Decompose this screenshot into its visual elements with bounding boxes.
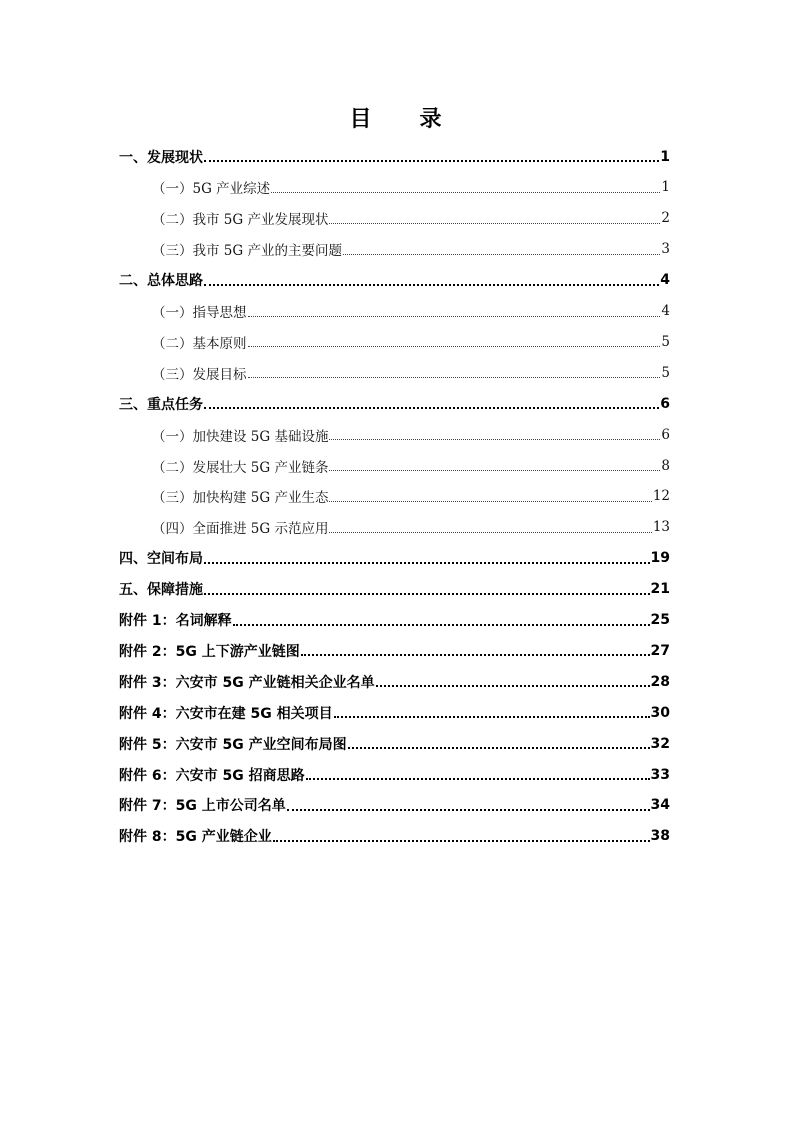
toc-entry-label: 四、空间布局 <box>119 551 203 568</box>
toc-section-entry[interactable] <box>119 388 670 419</box>
toc-section-entry[interactable] <box>119 543 670 574</box>
toc-entry-page-number: 30 <box>650 704 670 721</box>
toc-entry-page-number: 27 <box>650 642 670 659</box>
toc-entry-label: 附件 5：六安市 5G 产业空间布局图 <box>119 736 347 753</box>
toc-subsection-entry[interactable] <box>152 203 670 234</box>
toc-subsection-entry[interactable] <box>152 357 670 388</box>
toc-section-entry[interactable] <box>119 697 670 728</box>
toc-dot-leader <box>329 500 651 502</box>
toc-section-entry[interactable] <box>119 265 670 296</box>
toc-dot-leader <box>301 653 650 656</box>
toc-section-entry[interactable] <box>119 666 670 697</box>
toc-dot-leader <box>376 684 650 687</box>
toc-entry-page-number: 12 <box>652 488 670 505</box>
toc-entry-page-number: 6 <box>660 395 670 412</box>
toc-section-entry[interactable] <box>119 574 670 605</box>
toc-entry-page-number: 32 <box>650 735 670 752</box>
toc-dot-leader <box>248 315 661 317</box>
toc-entry-label: （三）加快构建 5G 产业生态 <box>152 490 329 507</box>
toc-entry-page-number: 13 <box>652 519 670 536</box>
toc-subsection-entry[interactable] <box>152 419 670 450</box>
toc-entry-label: 附件 1：名词解释 <box>119 613 232 629</box>
toc-subsection-entry[interactable] <box>152 450 670 481</box>
toc-entry-label: （二）基本原则 <box>152 335 247 352</box>
toc-dot-leader <box>329 438 660 440</box>
toc-dot-leader <box>248 345 661 347</box>
toc-entry-page-number: 6 <box>661 426 670 443</box>
toc-subsection-entry[interactable] <box>152 512 670 543</box>
toc-dot-leader <box>329 469 660 471</box>
toc-dot-leader <box>248 376 661 378</box>
toc-entry-label: （四）全面推进 5G 示范应用 <box>152 521 329 538</box>
toc-entry-label: 五、保障措施 <box>119 582 203 599</box>
toc-entry-label: 附件 2：5G 上下游产业链图 <box>119 643 300 660</box>
toc-entry-page-number: 19 <box>650 550 670 567</box>
toc-entry-label: （一）加快建设 5G 基础设施 <box>152 428 329 445</box>
toc-section-entry[interactable] <box>119 790 670 821</box>
toc-entry-page-number: 1 <box>661 179 670 196</box>
toc-entry-page-number: 38 <box>650 828 670 845</box>
toc-entry-label: （二）我市 5G 产业发展现状 <box>152 212 329 229</box>
toc-heading <box>0 102 793 133</box>
toc-entry-page-number: 5 <box>661 333 670 350</box>
toc-entry-page-number: 4 <box>660 272 670 289</box>
toc-entry-label: 附件 3：六安市 5G 产业链相关企业名单 <box>119 674 375 691</box>
toc-entry-label: 附件 8：5G 产业链企业 <box>119 829 272 846</box>
toc-entry-page-number: 1 <box>660 148 670 165</box>
toc-dot-leader <box>204 406 659 409</box>
toc-heading-char-1: 目 <box>349 107 374 132</box>
toc-entry-page-number: 33 <box>650 766 670 783</box>
toc-section-entry[interactable] <box>119 635 670 666</box>
toc-subsection-entry[interactable] <box>152 172 670 203</box>
toc-entry-page-number: 2 <box>661 210 670 227</box>
toc-dot-leader <box>204 561 650 564</box>
toc-dot-leader <box>233 623 650 626</box>
toc-dot-leader <box>343 253 660 255</box>
toc-entry-label: 三、重点任务 <box>119 396 203 413</box>
toc-entry-label: 二、总体思路 <box>119 273 203 290</box>
toc-dot-leader <box>348 746 650 749</box>
toc-entry-label: （三）发展目标 <box>152 366 247 383</box>
toc-entry-page-number: 4 <box>661 303 670 319</box>
toc-entry-label: 附件 7：5G 上市公司名单 <box>119 798 286 815</box>
toc-entry-label: （一）指导思想 <box>152 305 247 321</box>
toc-entry-page-number: 8 <box>661 457 670 474</box>
toc-dot-leader <box>329 531 651 533</box>
toc-entry-page-number: 3 <box>661 241 670 258</box>
toc-entry-label: （三）我市 5G 产业的主要问题 <box>152 243 342 260</box>
toc-subsection-entry[interactable] <box>152 296 670 327</box>
toc-entry-page-number: 25 <box>650 612 670 628</box>
toc-entry-page-number: 28 <box>650 673 670 690</box>
toc-entry-label: 附件 4：六安市在建 5G 相关项目 <box>119 705 333 722</box>
toc-dot-leader <box>204 283 659 286</box>
toc-section-entry[interactable] <box>119 141 670 172</box>
toc-dot-leader <box>271 191 660 193</box>
toc-entry-label: 附件 6：六安市 5G 招商思路 <box>119 767 305 784</box>
toc-dot-leader <box>204 592 650 595</box>
toc-subsection-entry[interactable] <box>152 481 670 512</box>
toc-entry-label: 一、发展现状 <box>119 149 203 166</box>
toc-subsection-entry[interactable] <box>152 234 670 265</box>
toc-entry-label: （二）发展壮大 5G 产业链条 <box>152 459 329 476</box>
toc-section-entry[interactable] <box>119 759 670 790</box>
toc-entry-page-number: 21 <box>650 581 670 598</box>
toc-dot-leader <box>329 222 660 224</box>
toc-dot-leader <box>273 839 650 842</box>
toc-entry-page-number: 5 <box>661 364 670 381</box>
toc-section-entry[interactable] <box>119 821 670 852</box>
toc-dot-leader <box>334 715 650 718</box>
toc-subsection-entry[interactable] <box>152 326 670 357</box>
toc-section-entry[interactable] <box>119 605 670 636</box>
toc-heading-char-2: 录 <box>419 107 444 132</box>
toc-entry-page-number: 34 <box>650 797 670 814</box>
toc-dot-leader <box>287 808 650 811</box>
toc-entry-label: （一）5G 产业综述 <box>152 181 271 198</box>
toc-section-entry[interactable] <box>119 728 670 759</box>
toc-dot-leader <box>306 777 650 780</box>
toc-dot-leader <box>204 159 659 162</box>
